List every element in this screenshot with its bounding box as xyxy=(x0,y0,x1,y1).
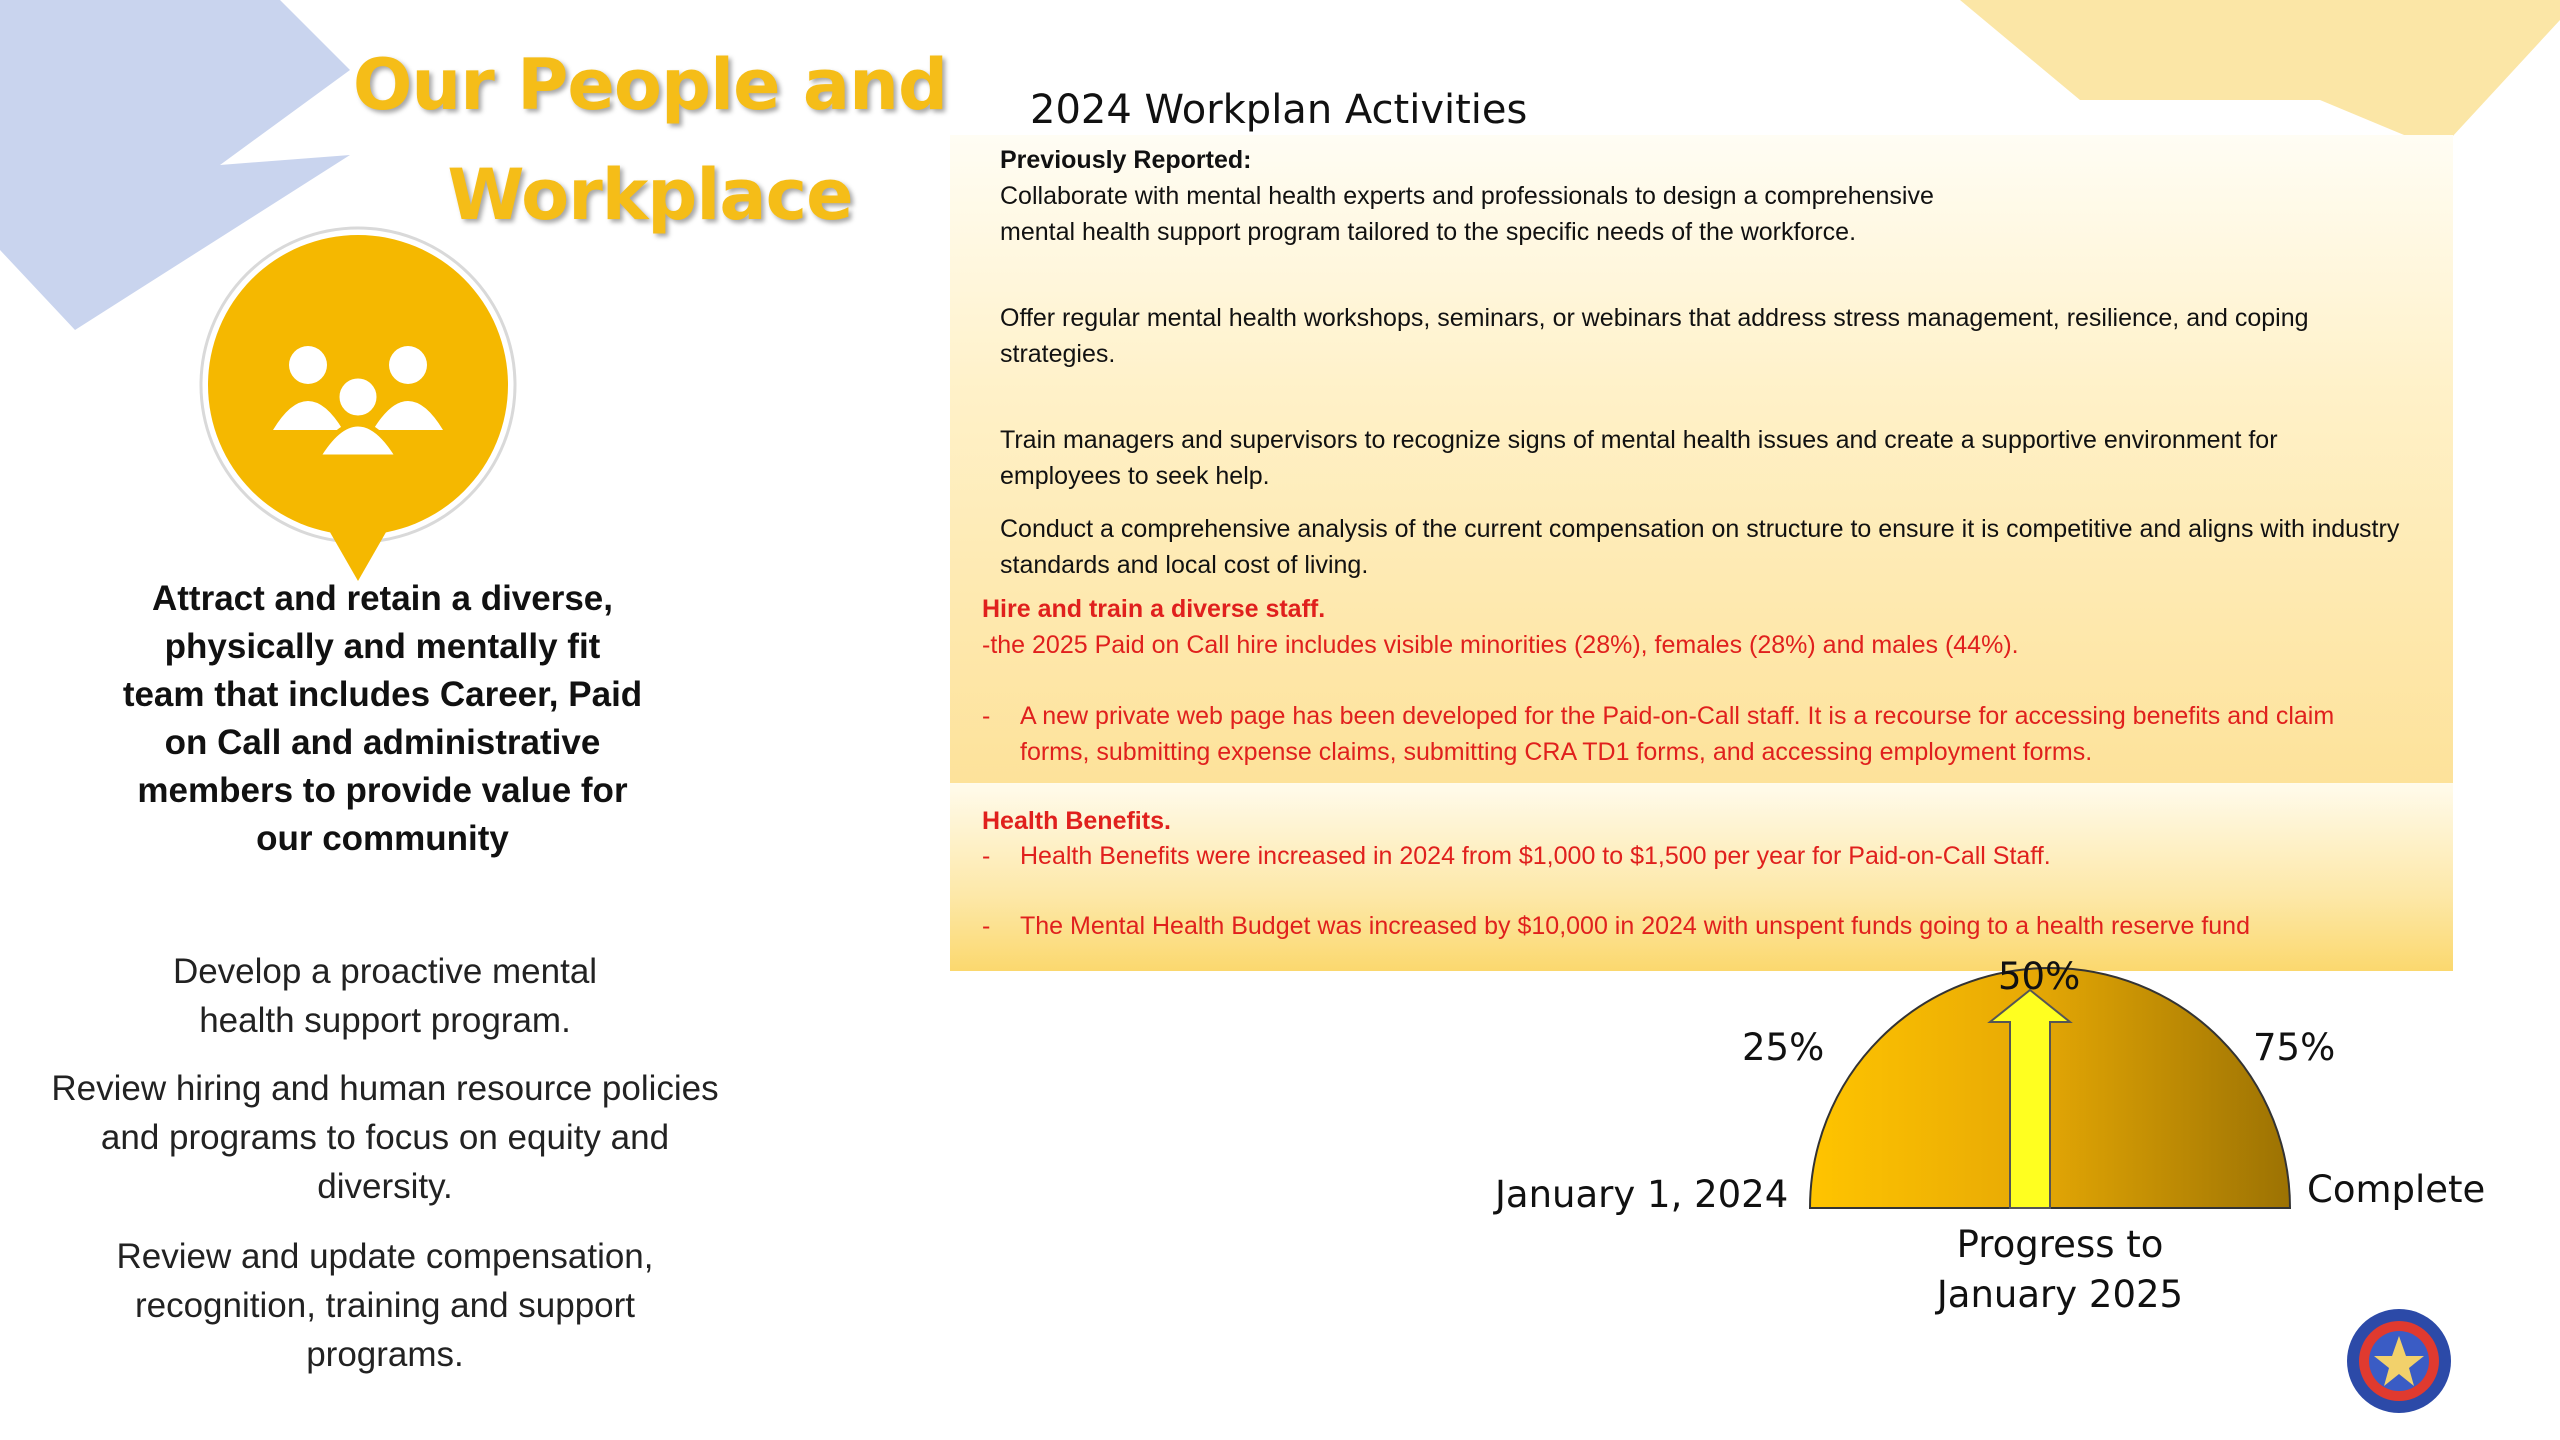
goal-statement: Attract and retain a diverse, physically and mentally fit team that includes Career, Paid on Call and administrative members to provide value for our community xyxy=(122,579,643,858)
gauge-caption xyxy=(1900,1220,2220,1320)
gauge-label-25: 25% xyxy=(1742,1026,1825,1069)
objective-1: Develop a proactive mental health support program. xyxy=(172,952,598,1040)
gauge-end-label: Complete xyxy=(2307,1168,2486,1211)
slide-title-line-1: Our People and xyxy=(352,44,948,126)
fire-department-crest-icon xyxy=(2344,1306,2454,1416)
objective-3: Review and update compensation, recognition, training and support programs. xyxy=(116,1237,654,1374)
bullet-dash: - xyxy=(982,912,991,940)
health-bullet-1-text: Health Benefits were increased in 2024 from $1,000 to $1,500 per year for Paid-on-Call Staff. xyxy=(1020,842,2051,870)
previously-item-2: Offer regular mental health workshops, seminars, or webinars that address stress management, resilience, and coping strategies. xyxy=(1000,304,2309,368)
health-bullet-2-text: The Mental Health Budget was increased by $10,000 in 2024 with unspent funds going to a health reserve fund xyxy=(1020,912,2250,940)
slide-title-line-2: Workplace xyxy=(447,154,853,236)
previously-reported-heading: Previously Reported: xyxy=(1000,146,1252,174)
workplan-title: 2024 Workplan Activities xyxy=(1030,87,1528,133)
gauge-start-label: January 1, 2024 xyxy=(1495,1173,1789,1216)
gauge-label-75: 75% xyxy=(2253,1026,2336,1069)
gauge-label-50: 50% xyxy=(1998,955,2081,998)
gauge-caption-line-2: January 2025 xyxy=(1936,1273,2184,1316)
bullet-dash: - xyxy=(982,842,991,870)
health-heading: Health Benefits. xyxy=(982,807,1171,835)
previously-item-3: Train managers and supervisors to recognize signs of mental health issues and create a supportive environment for employees to seek help. xyxy=(1000,426,2278,490)
slide-title xyxy=(330,30,970,250)
gauge-caption-line-1: Progress to xyxy=(1956,1223,2164,1266)
hire-heading: Hire and train a diverse staff. xyxy=(982,595,1326,623)
previously-item-1: Collaborate with mental health experts and professionals to design a comprehensive mental health support program tailored to the specific needs of the workforce. xyxy=(1000,182,1934,246)
hire-line: -the 2025 Paid on Call hire includes visible minorities (28%), females (28%) and males (44%). xyxy=(982,631,2019,659)
bullet-dash: - xyxy=(982,702,991,730)
hire-bullet-text: A new private web page has been developed for the Paid-on-Call staff. It is a recourse for accessing benefits and claim forms, submitting expense claims, submitting CRA TD1 forms, and accessing employment forms. xyxy=(1020,702,2335,766)
health-bullet-2 xyxy=(982,908,2382,944)
health-bullet-1 xyxy=(982,838,2382,874)
objective-2: Review hiring and human resource policies and programs to focus on equity and diversity. xyxy=(51,1069,719,1206)
people-group-icon xyxy=(195,225,530,595)
hire-bullet xyxy=(982,698,2382,770)
previously-item-4: Conduct a comprehensive analysis of the current compensation on structure to ensure it is competitive and aligns with industry standards and local cost of living. xyxy=(1000,515,2400,579)
